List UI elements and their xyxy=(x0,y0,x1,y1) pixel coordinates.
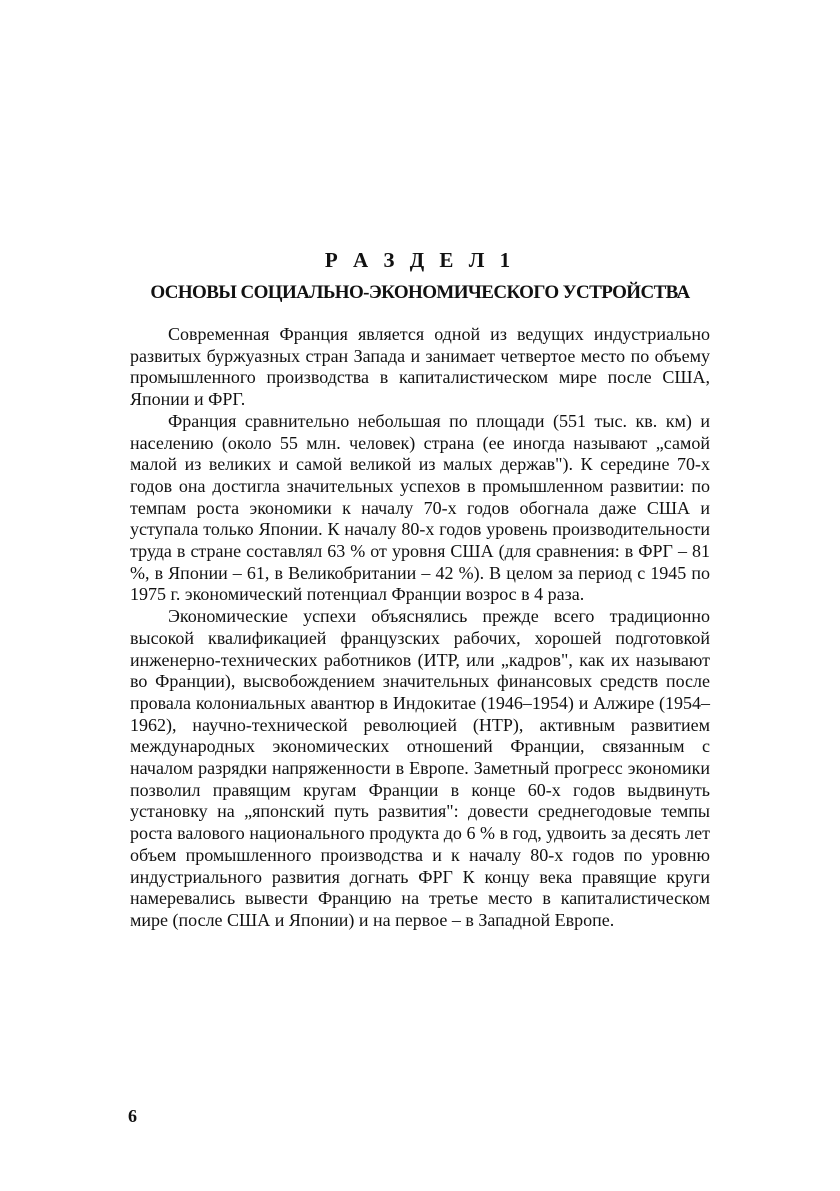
section-title: ОСНОВЫ СОЦИАЛЬНО-ЭКОНОМИЧЕСКОГО УСТРОЙСТВА xyxy=(150,282,690,303)
body-text xyxy=(130,324,710,932)
paragraph-2: Франция сравнительно небольшая по площади (551 тыс. кв. км) и населению (около 55 млн. человек) страна (ее иногда называют „самой малой из великих и самой великой из малых держав"). К середине 70-х годов она достигла значительных успехов в промышленном развитии: по темпам роста экономики к началу 70-х годов обогнала даже США и уступала только Японии. К началу 80-х годов уровень производительности труда в стране составлял 63 % от уровня США (для сравнения: в ФРГ – 81 %, в Японии – 61, в Великобритании – 42 %). В целом за период с 1945 по 1975 г. экономический потенциал Франции возрос в 4 раза. xyxy=(130,410,710,605)
paragraph-1: Современная Франция является одной из ведущих индустриально развитых буржуазных стран Запада и занимает четвертое место по объему промышленного производства в капиталистическом мире после США, Японии и ФРГ. xyxy=(130,324,710,410)
page-number: 6 xyxy=(128,1106,137,1126)
section-label: Р А З Д Е Л 1 xyxy=(324,248,516,272)
paragraph-3: Экономические успехи объяснялись прежде всего традиционно высокой квалификацией французских рабочих, хорошей подготовкой инженерно-технических работников (ИТР, или „кадров", как их называют во Франции), высвобождением значительных финансовых средств после провала колониальных авантюр в Индокитае (1946–1954) и Алжире (1954–1962), научно-технической революцией (НТР), активным развитием международных экономических отношений Франции, связанным с началом разрядки напряженности в Европе. Заметный прогресс экономики позволил правящим кругам Франции в конце 60-х годов выдвинуть установку на „японский путь развития": довести среднегодовые темпы роста валового национального продукта до 6 % в год, удвоить за десять лет объем промышленного производства и к началу 80-х годов по уровню индустриального развития догнать ФРГ К концу века правящие круги намеревались вывести Францию на третье место в капиталистическом мире (после США и Японии) и на первое – в Западной Европе. xyxy=(130,606,710,930)
